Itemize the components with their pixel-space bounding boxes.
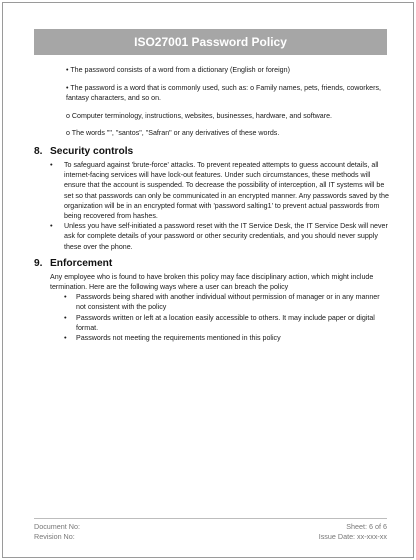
list-item-text: To safeguard against 'brute-force' attacks. To prevent repeated attempts to guess account details, all internet-facing services will have lock-out features. Under such circumstances, these methods will ensure that the account is suspended. To decrease the possibility of interception, all IT systems will be set so that passwords can only be communicated in an encrypted manner. Any passwords saved by the organization will be in an encrypted format with 'password salting1' to prevent actual passwords from being recovered from hashes.: [64, 161, 389, 221]
intro-paragraph: • The password is a word that is commonly used, such as: o Family names, pets, friends, coworkers, fantasy characters, and so on.: [66, 83, 381, 102]
bullet-icon: •: [64, 292, 67, 302]
intro-paragraph: • The password consists of a word from a dictionary (English or foreign): [66, 66, 290, 74]
bullet-icon: •: [64, 312, 67, 322]
page-footer: [34, 518, 387, 542]
intro-paragraph: o Computer terminology, instructions, websites, businesses, hardware, and software.: [66, 111, 333, 120]
list-item: [34, 160, 389, 221]
list-item: [34, 292, 389, 312]
section-title: Enforcement: [50, 257, 113, 269]
issue-date-label: Issue Date: xx-xxx-xx: [318, 532, 387, 541]
bullet-icon: •: [50, 221, 53, 231]
list-item-text: Passwords written or left at a location easily accessible to others. It may include paper or digital format.: [76, 313, 375, 332]
list-item: [34, 333, 389, 343]
section-heading: [34, 146, 389, 158]
section-number: 8.: [34, 146, 43, 158]
bullet-icon: •: [50, 160, 53, 170]
section-title: Security controls: [50, 146, 134, 158]
bullet-icon: •: [64, 333, 67, 343]
document-page: [2, 2, 414, 558]
bullet-list: [34, 160, 389, 252]
footer-row: [34, 522, 387, 532]
list-item-text: Passwords not meeting the requirements mentioned in this policy: [76, 334, 281, 343]
section-number: 9.: [34, 257, 43, 269]
bullet-list: [34, 292, 389, 343]
document-body: [34, 65, 389, 343]
section-body-text: Any employee who is found to have broken this policy may face disciplinary action, which might include termination. Here are the following ways where a user can breach the policy: [50, 272, 374, 292]
revision-no-label: Revision No:: [34, 532, 75, 541]
list-item: [34, 221, 389, 252]
footer-row: [34, 532, 387, 542]
list-item-text: Passwords being shared with another individual without permission of manager or in any manner not consistent with the policy: [76, 293, 380, 312]
document-no-label: Document No:: [34, 522, 80, 531]
section-enforcement: [34, 258, 389, 343]
page-title-text: ISO27001 Password Policy: [134, 35, 287, 49]
intro-paragraph: o The words "", "santos", "Safran" or any derivatives of these words.: [66, 129, 280, 138]
sheet-label: Sheet: 6 of 6: [346, 522, 387, 531]
section-security-controls: [34, 146, 389, 252]
page-title: [34, 29, 387, 55]
list-item: [34, 313, 389, 333]
section-heading: [34, 258, 389, 270]
list-item-text: Unless you have self-initiated a password reset with the IT Service Desk, the IT Service Desk will never ask for complete details of your password or other security credentials, and you should never supply these over the phone.: [64, 222, 388, 251]
